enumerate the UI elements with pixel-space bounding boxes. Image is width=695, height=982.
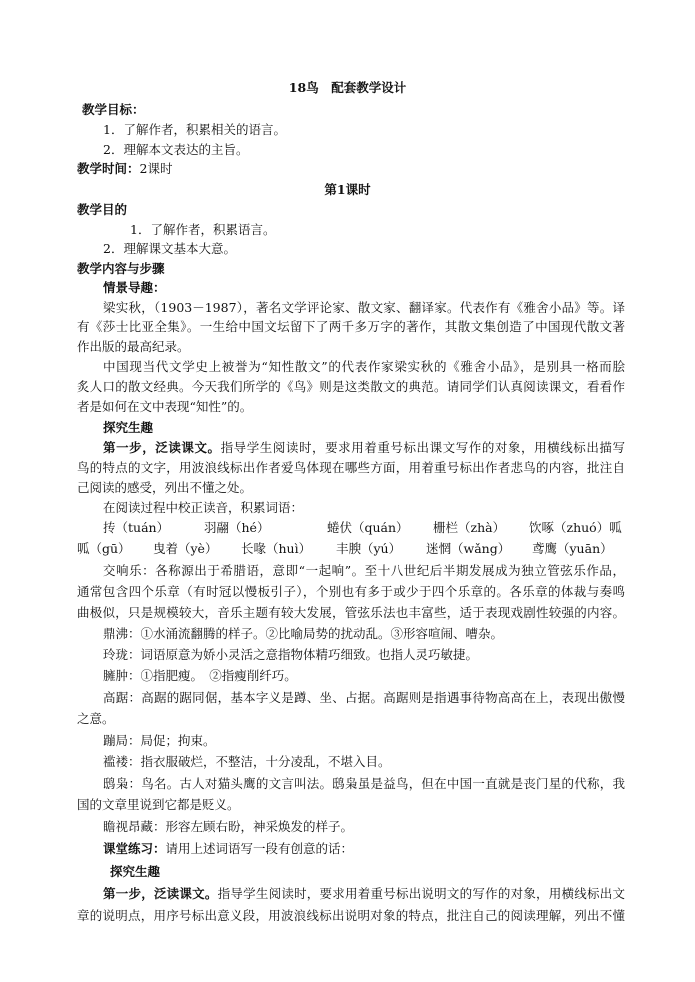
vocab-entry: [103, 817, 353, 836]
vocab-term: 鸱枭：: [103, 776, 142, 791]
pinyin-word: 饮啄（zhuó）呱: [529, 520, 622, 535]
vocab-term: 交响乐：: [103, 563, 156, 578]
vocab-entry: [103, 688, 625, 707]
intro-line: 有《莎士比亚全集》。一生给中国文坛留下了两千多万字的著作，其散文集创造了中国现代散文著: [77, 319, 625, 334]
pinyin-word: 丰腴（yú）: [336, 541, 402, 556]
pinyin-word: 栅栏（zhà）: [433, 520, 506, 535]
vocab-def: ①指肥瘦。 ②指瘦削纤巧。: [140, 668, 297, 683]
step1-line: 己阅读的感受，列出不懂之处。: [77, 480, 253, 495]
vocab-term: 臃肿：: [103, 668, 141, 683]
vocab-def: 指衣服破烂，不整洁，十分凌乱，不堪入目。: [140, 754, 391, 769]
goal-item: 1．了解作者，积累相关的语言。: [103, 122, 286, 137]
practice-line: [103, 839, 353, 858]
step1-line: [103, 438, 625, 457]
vocab-def-line: 之意。: [77, 711, 115, 726]
purpose-item: 1．了解作者，积累语言。: [130, 222, 276, 237]
steps-heading: 教学内容与步骤: [77, 261, 165, 276]
explore-heading: 探究生趣: [103, 420, 154, 435]
time-value: 2课时: [139, 161, 173, 176]
vocab-def: 鸟名。古人对猫头鹰的文言叫法。鸱枭虽是益鸟，但在中国一直就是丧门星的代称，我: [141, 776, 625, 791]
time-label: 教学时间：: [77, 161, 140, 176]
pinyin-word: 迷惘（wǎng）: [426, 541, 511, 556]
document-title: 18鸟 配套教学设计: [288, 80, 407, 95]
vocab-entry: [103, 666, 297, 685]
step1-line: 章的说明点，用序号标出意义段，用波浪线标出说明对象的特点，批注自己的阅读理解，列出不懂: [77, 908, 625, 923]
step1-text: 指导学生阅读时，要求用着重号标出说明文的写作的对象，用横线标出文: [217, 886, 625, 901]
step1-text: 指导学生阅读时，要求用着重号标出课文写作的对象，用横线标出描写: [220, 440, 625, 455]
vocab-def-line: 通常包含四个乐章（有时冠以慢板引子），个别也有多于或少于四个乐章的。各乐章的体裁与奏鸣: [77, 584, 625, 599]
goal-item: 2．理解本文表达的主旨。: [103, 142, 249, 157]
vocab-entry: [103, 645, 478, 664]
step1-label: 第一步，泛读课文。: [103, 440, 221, 455]
pinyin-word: 长喙（huì）: [241, 541, 312, 556]
read-note: 在阅读过程中校正读音，积累词语：: [103, 500, 304, 515]
vocab-term: 鼎沸：: [103, 626, 141, 641]
step1-label: 第一步，泛读课文。: [103, 886, 218, 901]
step1-line: 鸟的特点的文字，用波浪线标出作者爱鸟体现在哪些方面，用着重号标出作者悲鸟的内容，批注自: [77, 460, 625, 475]
pinyin-word: 曳着（yè）: [153, 541, 218, 556]
vocab-def-line: 曲极似，只是规模较大，音乐主题有较大发展，管弦乐法也丰富些，适于表现戏剧性较强的内容。: [77, 605, 625, 620]
vocab-def: 局促；拘束。: [140, 733, 216, 748]
pinyin-word: 呱（gū）: [77, 541, 131, 556]
pinyin-word: 抟（tuán）: [103, 520, 170, 535]
lesson-title: 第1课时: [324, 182, 371, 197]
practice-label: 课堂练习：: [103, 841, 166, 856]
vocab-term: 高踞：: [103, 690, 142, 705]
goals-heading: 教学目标：: [82, 102, 145, 117]
scene-heading: 情景导趣：: [103, 280, 166, 295]
pinyin-word: 蜷伏（quán）: [327, 520, 409, 535]
vocab-entry: [103, 561, 625, 580]
intro-line: 梁实秋，（1903－1987），著名文学评论家、散文家、翻译家。代表作有《雅舍小品》等。译: [103, 300, 625, 315]
vocab-entry: [103, 752, 391, 771]
vocab-def: 词语原意为娇小灵活之意指物体精巧细致。也指人灵巧敏捷。: [140, 647, 479, 662]
intro-line: 作出版的最高纪录。: [77, 339, 190, 354]
pinyin-word: 鸢鹰（yuān）: [532, 541, 613, 556]
intro-line: 者是如何在文中表现“知性”的。: [77, 399, 253, 414]
vocab-def: 各称源出于希腊语，意即“一起响”。至十八世纪后半期发展成为独立管弦乐作品，: [155, 563, 625, 578]
vocab-term: 蹦局：: [103, 733, 141, 748]
intro-line: 炙人口的散文经典。今天我们所学的《鸟》则是这类散文的典范。请同学们认真阅读课文，看看作: [77, 379, 625, 394]
purpose-heading: 教学目的: [77, 202, 128, 217]
vocab-term: 褴褛：: [103, 754, 141, 769]
vocab-entry: [103, 774, 625, 793]
intro-line: 中国现当代文学史上被誉为“知性散文”的代表作家梁实秋的《雅舍小品》，是别具一格而脍: [103, 359, 625, 374]
vocab-term: 瞻视昂藏：: [103, 819, 166, 834]
step1-line: [103, 884, 625, 903]
vocab-term: 玲珑：: [103, 647, 141, 662]
vocab-entry: [103, 624, 503, 643]
pinyin-word: 羽翮（hé）: [204, 520, 270, 535]
vocab-def: ①水涌流翻腾的样子。②比喻局势的扰动乱。③形容喧闹、嘈杂。: [140, 626, 504, 641]
purpose-item: 2．理解课文基本大意。: [103, 241, 236, 256]
practice-text: 请用上述词语写一段有创意的话：: [165, 841, 354, 856]
vocab-def-line: 国的文章里说到它都是贬义。: [77, 797, 240, 812]
explore-heading: 探究生趣: [110, 864, 161, 879]
vocab-def: 高踞的踞同倨，基本字义是蹲、坐、占据。高踞则是指遇事待物高高在上，表现出傲慢: [141, 690, 625, 705]
teaching-time: [77, 159, 172, 178]
vocab-entry: [103, 731, 216, 750]
vocab-def: 形容左顾右盼，神采焕发的样子。: [165, 819, 354, 834]
